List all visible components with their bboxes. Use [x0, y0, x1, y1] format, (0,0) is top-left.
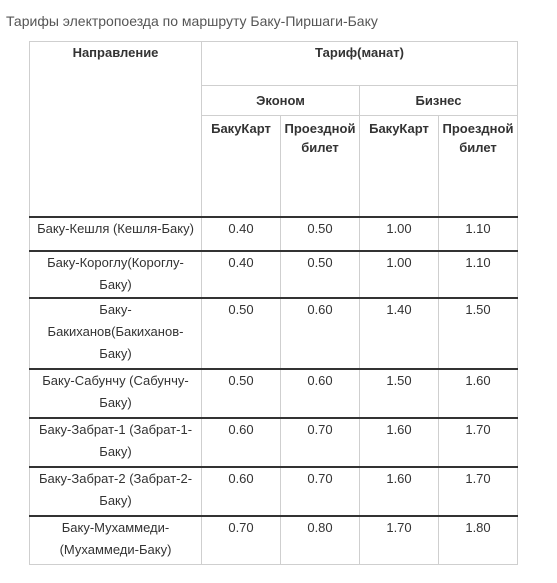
business-card-cell: 1.40: [360, 298, 439, 369]
direction-cell: Баку-Бакиханов(Бакиханов-Баку): [30, 298, 202, 369]
econom-card-cell: 0.50: [202, 298, 281, 369]
business-card-cell: 1.60: [360, 467, 439, 516]
econom-ticket-cell: 0.60: [281, 298, 360, 369]
direction-header: Направление: [30, 42, 202, 218]
table-row: [30, 418, 518, 467]
business-card-cell: 1.60: [360, 418, 439, 467]
business-card-cell: 1.00: [360, 217, 439, 251]
econom-ticket-cell: 0.60: [281, 369, 360, 418]
direction-cell: Баку-Кешля (Кешля-Баку): [30, 217, 202, 251]
business-ticket-cell: 1.10: [439, 217, 518, 251]
business-ticket-cell: 1.10: [439, 251, 518, 298]
business-ticket-cell: 1.80: [439, 516, 518, 565]
table-row: [30, 298, 518, 369]
table-row: [30, 516, 518, 565]
econom-ticket-cell: 0.50: [281, 251, 360, 298]
business-bakucard-header: БакуКарт: [360, 116, 439, 218]
business-header: Бизнес: [360, 86, 518, 116]
econom-bakucard-header: БакуКарт: [202, 116, 281, 218]
business-card-cell: 1.00: [360, 251, 439, 298]
business-card-cell: 1.70: [360, 516, 439, 565]
direction-cell: Баку-Короглу(Короглу-Баку): [30, 251, 202, 298]
econom-ticket-cell: 0.80: [281, 516, 360, 565]
direction-cell: Баку-Сабунчу (Сабунчу-Баку): [30, 369, 202, 418]
table-row: [30, 467, 518, 516]
business-ticket-cell: 1.70: [439, 467, 518, 516]
table-row: [30, 251, 518, 298]
fare-table: [29, 41, 518, 565]
table-caption: Тарифы электропоезда по маршруту Баку-Пиршаги-Баку: [6, 13, 378, 29]
econom-card-cell: 0.70: [202, 516, 281, 565]
business-card-cell: 1.50: [360, 369, 439, 418]
econom-header: Эконом: [202, 86, 360, 116]
econom-card-cell: 0.40: [202, 217, 281, 251]
table-row: [30, 369, 518, 418]
econom-card-cell: 0.60: [202, 418, 281, 467]
direction-cell: Баку-Забрат-1 (Забрат-1-Баку): [30, 418, 202, 467]
econom-ticket-header: Проездной билет: [281, 116, 360, 218]
econom-ticket-cell: 0.50: [281, 217, 360, 251]
tariff-header: Тариф(манат): [202, 42, 518, 86]
econom-ticket-cell: 0.70: [281, 467, 360, 516]
business-ticket-cell: 1.60: [439, 369, 518, 418]
business-ticket-cell: 1.70: [439, 418, 518, 467]
econom-card-cell: 0.50: [202, 369, 281, 418]
business-ticket-header: Проездной билет: [439, 116, 518, 218]
business-ticket-cell: 1.50: [439, 298, 518, 369]
econom-card-cell: 0.40: [202, 251, 281, 298]
direction-cell: Баку-Забрат-2 (Забрат-2-Баку): [30, 467, 202, 516]
econom-card-cell: 0.60: [202, 467, 281, 516]
table-row: [30, 217, 518, 251]
econom-ticket-cell: 0.70: [281, 418, 360, 467]
direction-cell: Баку-Мухаммеди-(Мухаммеди-Баку): [30, 516, 202, 565]
